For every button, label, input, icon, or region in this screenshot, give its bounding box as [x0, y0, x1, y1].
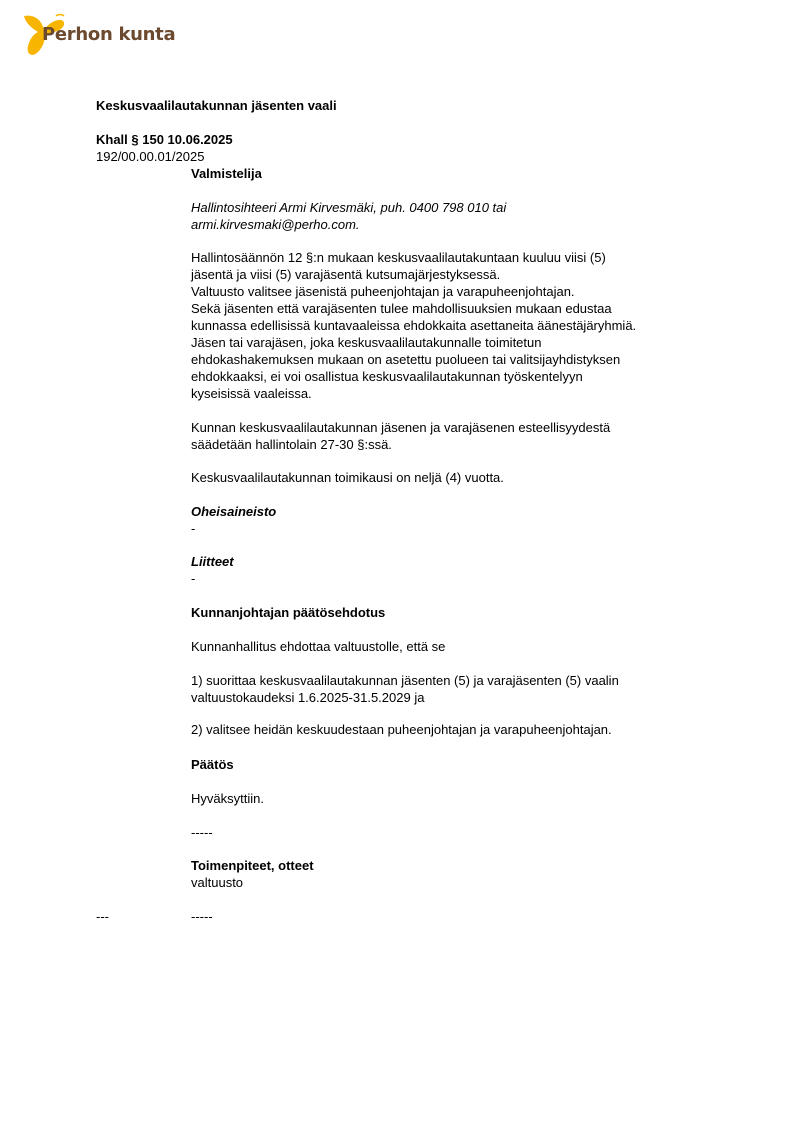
record-number: 192/00.00.01/2025 — [96, 149, 205, 164]
valmistelija-heading: Valmistelija — [191, 166, 262, 181]
body-line: Hallintosäännön 12 §:n mukaan keskusvaalilautakuntaan kuuluu viisi (5) — [191, 250, 606, 265]
paatos-value: Hyväksyttiin. — [191, 791, 264, 806]
body-line: Sekä jäsenten että varajäsenten tulee mahdollisuuksien mukaan edustaa — [191, 301, 612, 316]
ehdotus-heading: Kunnanjohtajan päätösehdotus — [191, 605, 386, 620]
contact-line-2: armi.kirvesmaki@perho.com. — [191, 217, 360, 232]
liitteet-heading: Liitteet — [191, 554, 234, 569]
body-line: Kunnan keskusvaalilautakunnan jäsenen ja varajäsenen esteellisyydestä — [191, 420, 611, 435]
body-line: ehdokashakemuksen mukaan on asetettu puolueen tai valitsijayhdistyksen — [191, 352, 621, 367]
oheisaineisto-value: - — [191, 521, 196, 536]
ehdotus-intro: Kunnanhallitus ehdottaa valtuustolle, että se — [191, 639, 446, 654]
body-line: kunnassa edellisissä kuntavaaleissa ehdokkaita asettaneita äänestäjäryhmiä. — [191, 318, 637, 333]
body-line: säädetään hallintolain 27-30 §:ssä. — [191, 437, 392, 452]
document-title: Keskusvaalilautakunnan jäsenten vaali — [96, 98, 337, 113]
valmistelija-body-2 — [191, 419, 711, 453]
brand-name: Perhon kunta — [42, 24, 176, 45]
body-line: Jäsen tai varajäsen, joka keskusvaalilautakunnalle toimitetun — [191, 335, 542, 350]
ehdotus-item-1-line-2: valtuustokaudeksi 1.6.2025-31.5.2029 ja — [191, 690, 425, 705]
body-line: ehdokkaaksi, ei voi osallistua keskusvaalilautakunnan työskentelyyn — [191, 369, 583, 384]
body-line: jäsentä ja viisi (5) varajäsentä kutsumajärjestyksessä. — [191, 267, 501, 282]
body-line: Valtuusto valitsee jäsenistä puheenjohtajan ja varapuheenjohtajan. — [191, 284, 575, 299]
ehdotus-item-1-line-1: 1) suorittaa keskusvaalilautakunnan jäsenten (5) ja varajäsenten (5) vaalin — [191, 673, 619, 688]
meeting-reference: Khall § 150 10.06.2025 — [96, 132, 233, 147]
toimenpiteet-value: valtuusto — [191, 875, 244, 890]
contact-line-1: Hallintosihteeri Armi Kirvesmäki, puh. 0400 798 010 tai — [191, 200, 507, 215]
liitteet-value: - — [191, 571, 196, 586]
paatos-heading: Päätös — [191, 757, 234, 772]
ehdotus-item-2: 2) valitsee heidän keskuudestaan puheenjohtajan ja varapuheenjohtajan. — [191, 722, 612, 737]
valmistelija-body-1 — [191, 249, 711, 402]
footer-right-dashes: ----- — [191, 909, 213, 924]
footer-left-dashes: --- — [96, 909, 109, 924]
oheisaineisto-heading: Oheisaineisto — [191, 504, 277, 519]
toimenpiteet-heading: Toimenpiteet, otteet — [191, 858, 314, 873]
valmistelija-body-3: Keskusvaalilautakunnan toimikausi on neljä (4) vuotta. — [191, 470, 504, 485]
paatos-separator: ----- — [191, 825, 213, 840]
body-line: kyseisissä vaaleissa. — [191, 386, 312, 401]
